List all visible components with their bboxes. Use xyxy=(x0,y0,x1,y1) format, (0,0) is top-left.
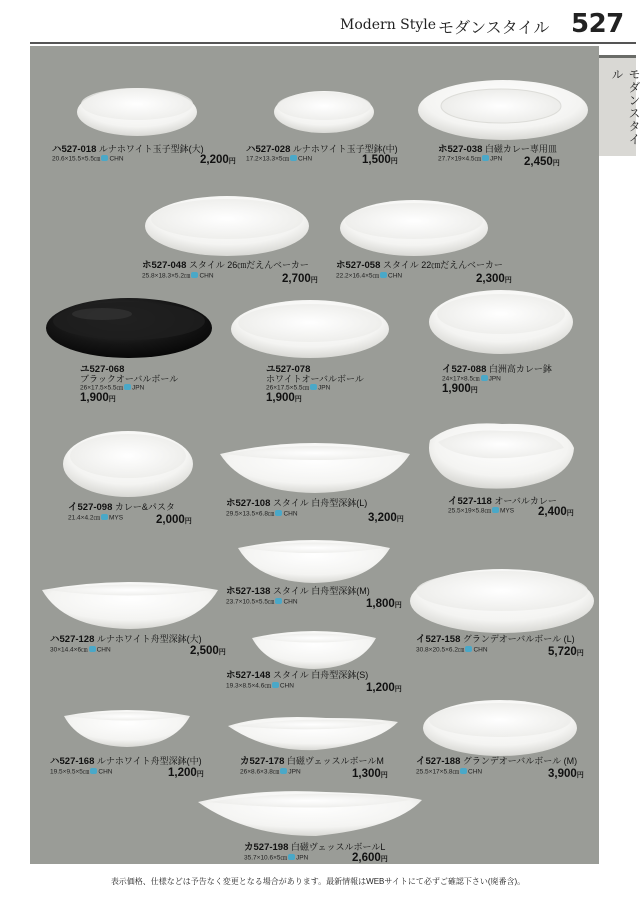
product-name: スタイル 26㎝だえんベーカー xyxy=(188,260,309,270)
product-code: イ527-188 xyxy=(416,756,461,767)
made-in-icon xyxy=(101,155,108,161)
page-number: 527 xyxy=(571,9,624,39)
product-price: 1,900 xyxy=(266,392,295,404)
page-header xyxy=(0,0,636,44)
product-dims: 29.5×13.5×6.8㎝ xyxy=(226,510,275,518)
yen-unit: 円 xyxy=(470,387,478,394)
product-origin: JPN xyxy=(132,384,145,392)
product-dims: 17.2×13.3×5㎝ xyxy=(246,155,290,163)
product-code: カ527-178 xyxy=(240,756,285,767)
footer-note: 表示価格、仕様などは予告なく変更となる場合があります。最新情報はWEBサイトにて必ずご確認下さい(廃番含)。 xyxy=(110,877,526,886)
product-name: ブラックオーバルボール xyxy=(80,374,179,384)
made-in-icon xyxy=(460,768,467,774)
product-name: スタイル 白舟型深鉢(M) xyxy=(272,586,370,596)
product-price: 1,900 xyxy=(80,392,109,404)
product-code: ホ527-058 xyxy=(336,260,381,271)
product-name: ホワイトオーバルボール xyxy=(266,374,364,384)
product-name: カレー&パスタ xyxy=(114,502,175,512)
header-rule xyxy=(30,42,636,44)
product-catalog xyxy=(30,46,599,864)
product-dims: 22.2×16.4×5㎝ xyxy=(336,272,380,280)
product-origin: JPN xyxy=(288,768,301,776)
product-photo xyxy=(72,78,202,140)
product-photo xyxy=(196,788,424,840)
product-photo xyxy=(226,712,400,754)
yen-unit: 円 xyxy=(218,649,226,656)
yen-unit: 円 xyxy=(228,158,236,165)
product-origin: JPN xyxy=(488,375,501,383)
made-in-icon xyxy=(380,272,387,278)
section-tab xyxy=(599,55,641,156)
product-price: 1,900 xyxy=(442,383,471,395)
product-photo xyxy=(228,296,392,360)
product-price: 1,200 xyxy=(168,767,197,779)
made-in-icon xyxy=(275,510,282,516)
product-price: 1,800 xyxy=(366,598,395,610)
product-code: ホ527-048 xyxy=(142,260,187,271)
product-code: ホ527-108 xyxy=(226,498,271,509)
product-photo xyxy=(38,576,222,632)
product-code: イ527-088 xyxy=(442,364,487,375)
product-dims: 26×17.5×5.5㎝ xyxy=(80,384,124,392)
made-in-icon xyxy=(288,854,295,860)
product-price: 1,500 xyxy=(362,154,391,166)
product-dims: 27.7×19×4.5㎝ xyxy=(438,155,482,163)
product-origin: CHN xyxy=(96,646,111,654)
product-code: ユ527-068 xyxy=(80,364,125,375)
product-origin: CHN xyxy=(109,155,124,163)
product-dims: 25.5×17×5.8㎝ xyxy=(416,768,460,776)
product-price: 2,600 xyxy=(352,852,381,864)
product-name: スタイル 22㎝だえんベーカー xyxy=(382,260,503,270)
yen-unit: 円 xyxy=(380,856,388,863)
product-photo xyxy=(216,436,414,496)
product-photo xyxy=(426,286,576,358)
product-photo xyxy=(248,626,380,672)
product-code: ハ527-018 xyxy=(52,144,97,155)
product-origin: JPN xyxy=(296,854,309,862)
product-name: グランデオーバルボール (L) xyxy=(462,634,575,644)
made-in-icon xyxy=(89,646,96,652)
product-price: 2,300 xyxy=(476,273,505,285)
product-origin: CHN xyxy=(98,768,113,776)
section-tab-label: モダンスタイル xyxy=(610,68,641,146)
section-title-en: Modern Style xyxy=(340,17,437,33)
product-dims: 26×17.5×5.5㎝ xyxy=(266,384,310,392)
product-name: 白磁カレー専用皿 xyxy=(484,144,557,154)
product-photo xyxy=(268,84,380,138)
product-code: ハ527-128 xyxy=(50,634,95,645)
product-origin: CHN xyxy=(388,272,403,280)
made-in-icon xyxy=(482,155,489,161)
yen-unit: 円 xyxy=(552,160,560,167)
yen-unit: 円 xyxy=(504,277,512,284)
product-dims: 24×17×8.5㎝ xyxy=(442,375,480,383)
made-in-icon xyxy=(465,646,472,652)
product-origin: CHN xyxy=(473,646,488,654)
made-in-icon xyxy=(481,375,488,381)
yen-unit: 円 xyxy=(576,650,584,657)
made-in-icon xyxy=(101,514,108,520)
product-name: グランデオーバルボール (M) xyxy=(462,756,578,766)
made-in-icon xyxy=(191,272,198,278)
product-price: 2,500 xyxy=(190,645,219,657)
product-photo xyxy=(60,424,196,500)
product-origin: CHN xyxy=(468,768,483,776)
yen-unit: 円 xyxy=(576,772,584,779)
product-origin: JPN xyxy=(318,384,331,392)
product-origin: JPN xyxy=(490,155,503,163)
product-name: ルナホワイト舟型深鉢(大) xyxy=(96,634,202,644)
product-name: ルナホワイト舟型深鉢(中) xyxy=(96,756,202,766)
product-dims: 30.8×20.5×6.2㎝ xyxy=(416,646,465,654)
product-code: イ527-098 xyxy=(68,502,113,513)
product-name: スタイル 白舟型深鉢(S) xyxy=(272,670,369,680)
made-in-icon xyxy=(310,384,317,390)
product-code: イ527-118 xyxy=(448,496,492,507)
made-in-icon xyxy=(124,384,131,390)
product-name: オーバルカレー xyxy=(494,496,557,506)
product-dims: 19.3×8.5×4.6㎝ xyxy=(226,682,271,690)
product-photo xyxy=(142,192,312,258)
yen-unit: 円 xyxy=(310,277,318,284)
product-code: ホ527-148 xyxy=(226,670,271,681)
yen-unit: 円 xyxy=(390,158,398,165)
made-in-icon xyxy=(492,507,499,513)
product-photo xyxy=(424,418,580,494)
product-price: 5,720 xyxy=(548,646,577,658)
product-price: 2,700 xyxy=(282,273,311,285)
product-origin: CHN xyxy=(279,682,294,690)
made-in-icon xyxy=(280,768,287,774)
product-dims: 25.8×18.3×5.2㎝ xyxy=(142,272,191,280)
product-price: 1,300 xyxy=(352,768,381,780)
product-dims: 21.4×4.2㎝ xyxy=(68,514,100,522)
product-price: 3,200 xyxy=(368,512,397,524)
product-dims: 35.7×10.6×5㎝ xyxy=(244,854,288,862)
product-code: ホ527-138 xyxy=(226,586,271,597)
product-photo xyxy=(415,76,591,142)
product-name: 白磁ヴェッスルボールL xyxy=(290,842,386,852)
product-name: ルナホワイト玉子型鉢(中) xyxy=(292,144,398,154)
yen-unit: 円 xyxy=(196,771,204,778)
made-in-icon xyxy=(272,682,279,688)
yen-unit: 円 xyxy=(294,396,302,403)
product-origin: CHN xyxy=(283,598,298,606)
product-photo xyxy=(406,564,598,636)
product-photo xyxy=(420,696,580,758)
product-origin: CHN xyxy=(199,272,214,280)
product-price: 1,200 xyxy=(366,682,395,694)
product-dims: 20.6×15.5×5.5㎝ xyxy=(52,155,101,163)
product-code: ハ527-168 xyxy=(50,756,95,767)
made-in-icon xyxy=(290,155,297,161)
product-photo xyxy=(42,294,216,360)
product-dims: 30×14.4×6㎝ xyxy=(50,646,88,654)
product-origin: MYS xyxy=(500,507,515,515)
product-origin: MYS xyxy=(108,514,124,522)
product-name: 白磁ヴェッスルボールM xyxy=(286,756,384,766)
product-code: イ527-158 xyxy=(416,634,461,645)
product-photo xyxy=(60,706,194,750)
product-dims: 23.7×10.5×5.5㎝ xyxy=(226,598,275,606)
product-price: 2,200 xyxy=(200,154,229,166)
product-name: スタイル 白舟型深鉢(L) xyxy=(272,498,368,508)
product-price: 3,900 xyxy=(548,768,577,780)
product-name: 白洲高カレー鉢 xyxy=(488,364,552,374)
product-price: 2,400 xyxy=(538,506,567,518)
yen-unit: 円 xyxy=(396,516,404,523)
product-dims: 25.5×19×5.8㎝ xyxy=(448,507,492,515)
product-dims: 19.5×9.5×5㎝ xyxy=(50,768,90,776)
product-dims: 26×8.6×3.8㎝ xyxy=(240,768,280,776)
product-code: ハ527-028 xyxy=(246,144,291,155)
product-code: ホ527-038 xyxy=(438,144,483,155)
product-photo xyxy=(234,534,394,586)
product-origin: CHN xyxy=(283,510,298,518)
yen-unit: 円 xyxy=(394,686,402,693)
product-photo xyxy=(336,196,492,258)
product-price: 2,000 xyxy=(156,514,185,526)
product-price: 2,450 xyxy=(524,156,553,168)
product-code: ユ527-078 xyxy=(266,364,311,375)
yen-unit: 円 xyxy=(394,602,402,609)
yen-unit: 円 xyxy=(566,510,574,517)
product-code: カ527-198 xyxy=(244,842,289,853)
section-title-jp: モダンスタイル xyxy=(438,18,550,37)
yen-unit: 円 xyxy=(108,396,116,403)
made-in-icon xyxy=(90,768,97,774)
product-name: ルナホワイト玉子型鉢(大) xyxy=(98,144,204,154)
product-origin: CHN xyxy=(298,155,313,163)
yen-unit: 円 xyxy=(184,518,192,525)
made-in-icon xyxy=(275,598,282,604)
yen-unit: 円 xyxy=(380,772,388,779)
